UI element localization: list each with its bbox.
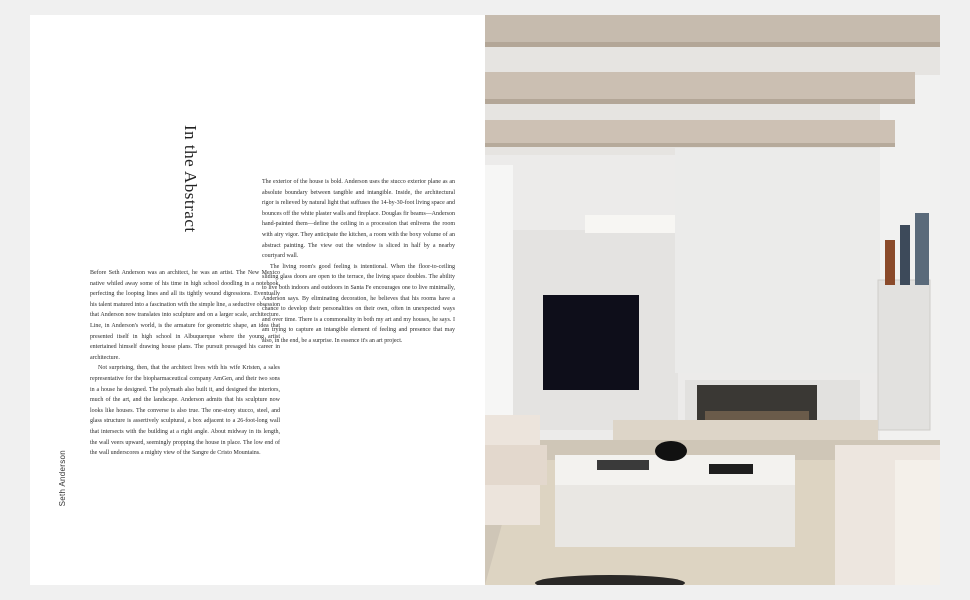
article-title: In the Abstract xyxy=(181,125,200,233)
niche xyxy=(878,280,930,430)
chimney-plane xyxy=(675,148,885,373)
skylight-glow xyxy=(585,215,675,233)
right-page xyxy=(485,15,940,585)
abstract-painting xyxy=(543,295,639,390)
book-stack xyxy=(597,460,649,470)
ceiling-beam xyxy=(485,99,915,104)
ceiling-beam xyxy=(485,72,915,100)
paragraph: Not surprising, then, that the architect lives with his wife Kristen, a sales representative for the biopharmaceutical company AmGen, and their two sons in a house he designed. The polymath also built it, and designed the interiors, much of the art, and the landscape. Anderson admits that his sculpture now looks like houses. The converse is also true. The one-story stucco, steel, and glass structure is assertively sculptural, a box adjacent to a 26-foot-long wall that intersects with the building at a right angle. About midway in its length, the wall veers upward, seemingly propping the house in place. The low end of the wall underscores a mighty view of the Sangre de Cristo Mountains. xyxy=(90,365,280,457)
window-opening xyxy=(485,165,513,425)
hearth-bench xyxy=(613,420,878,440)
ceiling-beam xyxy=(485,42,940,47)
body-column-left xyxy=(90,268,280,459)
left-page xyxy=(30,15,485,585)
ceiling-beam xyxy=(485,15,940,43)
fireplace-logs xyxy=(705,411,809,421)
author-credit: Seth Anderson xyxy=(58,450,67,507)
body-column-right xyxy=(262,177,455,347)
living-room-photograph xyxy=(485,15,940,585)
book-stack xyxy=(709,464,753,474)
coffee-table-base xyxy=(555,485,795,547)
left-sofa-arm xyxy=(485,445,547,485)
ceiling-beam xyxy=(485,143,895,147)
black-sculpture xyxy=(655,441,687,461)
paragraph: Before Seth Anderson was an architect, he was an artist. The New Mexico native whiled away some of his time in high school doodling in a notebook, perfecting the looping lines and all its tightly wound digressions. Eventually his talent matured into a fascination with the simple line, a seductive obsession that Anderson now translates into sculpture and on a larger scale, architecture. Line, in Anderson's world, is the armature for geometric shape, an idea that presented itself in high school in Albuquerque where the young artist entertained himself drawing house plans. The pursuit presaged his career in architecture. xyxy=(90,270,280,361)
figurine xyxy=(900,225,910,285)
paragraph: The exterior of the house is bold. Anderson uses the stucco exterior plane as an absolute boundary between tangible and intangible. Inside, the architectural rigor is relieved by natural light that suffuses the 14-by-30-foot living space and bounces off the white plaster walls and fireplace. Douglas fir beams—Anderson hand-painted them—define the ceiling in a procession that enlivens the room with airy vigor. They anticipate the kitchen, a room with the boxy volume of an abstract painting. The view out the window is sliced in half by a nearby courtyard wall. xyxy=(262,179,455,260)
figurine xyxy=(885,240,895,285)
figurine xyxy=(915,213,929,285)
armchair-throw xyxy=(895,460,940,585)
paragraph: The living room's good feeling is intentional. When the floor-to-ceiling sliding glass doors are open to the terrace, the living space doubles. The ability to live both indoors and outdoors in Santa Fe encourages one to live minimally, Anderson says. By eliminating decoration, he believes that his rooms have a chance to develop their personalities on their own, often in unexpected ways and over time. There is a commonality in both my art and my houses, he says. I am trying to capture an intangible element of feeling and presence that may also, in the end, be a surprise. In essence it's an art project. xyxy=(262,263,455,344)
ceiling-beam xyxy=(485,120,895,144)
